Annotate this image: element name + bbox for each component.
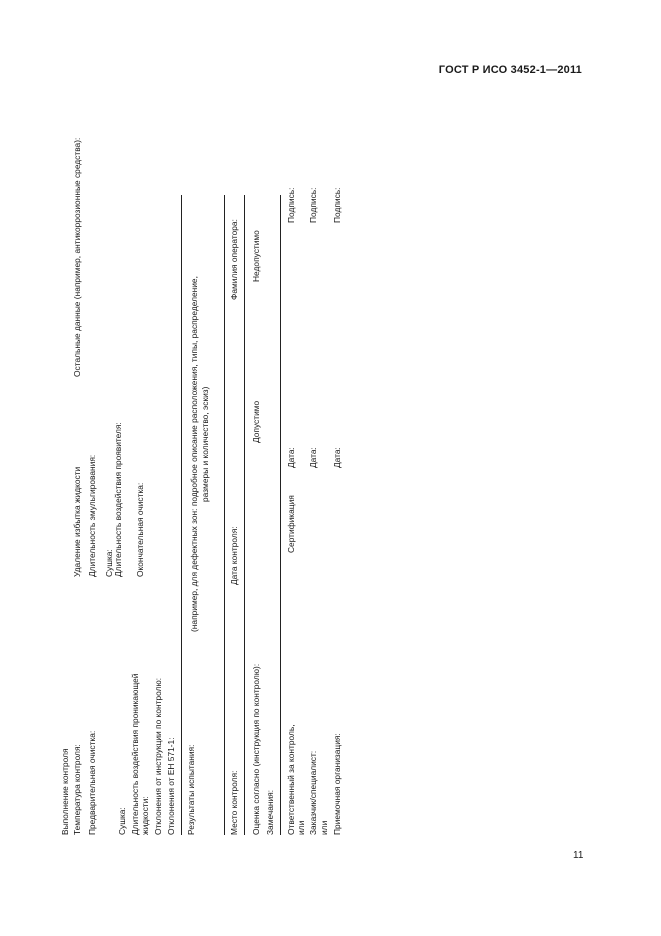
other-data-label: Остальные данные (например, антикоррозионные средства): [72,137,82,377]
results-description-1: (например, для дефектных зон: подробное описание расположения, типы, распределение, [189,276,199,632]
signature-label-2: Подпись: [308,187,318,223]
remarks-label: Замечания: [265,789,275,835]
excess-removal-label: Удаление избытка жидкости [72,466,82,577]
instruction-deviations-label: Отклонения от инструкции по контролю: [153,677,163,835]
acceptance-org-label: Приемочная организация: [332,733,342,835]
document-code: ГОСТ Р ИСО 3452-1—2011 [438,64,582,76]
page-number: 11 [573,850,584,861]
divider-line [244,195,245,835]
signature-label-1: Подпись: [286,187,296,223]
date-label-1: Дата: [286,447,296,468]
emulsifying-duration-label: Длительность эмульгирования: [87,454,97,577]
test-temperature-label: Температура контроля: [72,744,82,835]
results-label: Результаты испытания: [186,744,196,835]
pre-cleaning-label: Предварительная очистка: [87,730,97,835]
divider-line [280,195,281,835]
penetrant-duration-label-1: Длительность воздействия проникающей [130,673,140,835]
en-deviations-label: Отклонения от ЕН 571-1: [166,737,176,835]
customer-label: Заказчик/специалист: [308,750,318,835]
date-label-3: Дата: [332,447,342,468]
inspection-report-form [60,135,600,835]
results-description-2: размеры и количество, эскиз) [200,386,210,502]
place-label: Место контроля: [229,770,239,835]
date-label: Дата контроля: [229,526,239,585]
or-label-2: или [319,820,329,835]
responsible-label: Ответственный за контроль, [286,724,296,835]
signature-label-3: Подпись: [332,187,342,223]
acceptable-option: Допустимо [251,400,261,443]
execution-title: Выполнение контроля [60,748,70,835]
divider-line [181,195,182,835]
or-label-1: или [296,820,306,835]
developer-duration-label: Длительность воздействия проявителя: [113,422,123,577]
operator-label: Фамилия оператора: [229,219,239,300]
unacceptable-option: Недопустимо [251,230,261,282]
certification-label: Сертификация [286,495,296,553]
divider-line [224,195,225,835]
drying-label-right: Сушка: [104,549,114,577]
date-label-2: Дата: [308,447,318,468]
drying-label-left: Сушка: [117,807,127,835]
penetrant-duration-label-2: жидкости: [140,796,150,835]
final-cleaning-label: Окончательная очистка: [135,482,145,577]
evaluation-label: Оценка согласно (инструкция по контролю): [251,663,261,835]
